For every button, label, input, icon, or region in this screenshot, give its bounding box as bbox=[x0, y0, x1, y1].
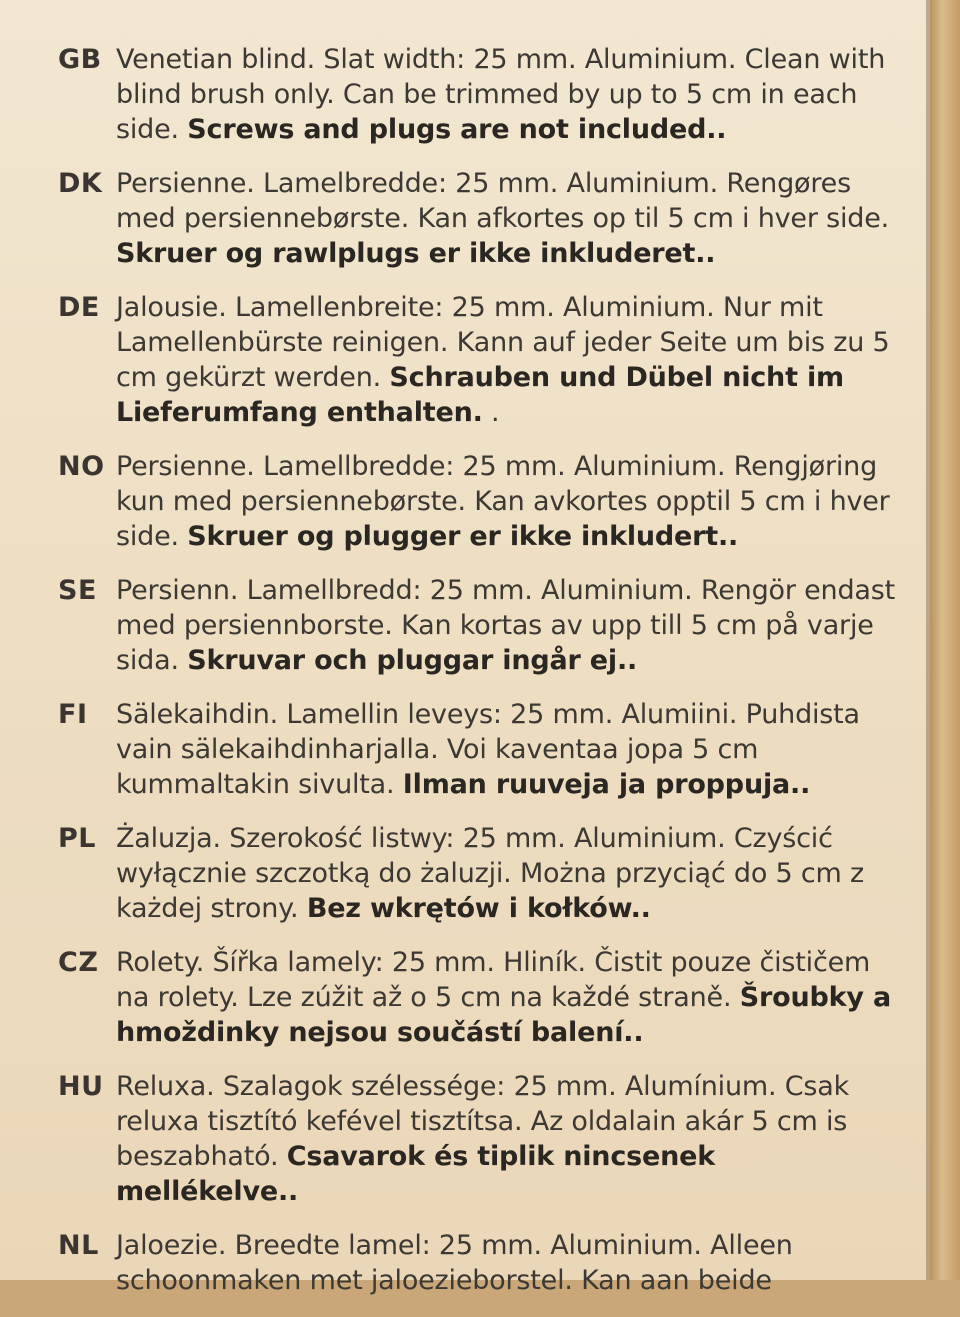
entry-text bbox=[116, 573, 900, 678]
entry-text bbox=[116, 290, 900, 430]
package-edge bbox=[930, 0, 960, 1280]
entry-note: Screws and plugs are not included.. bbox=[187, 114, 727, 145]
entry-description: Reluxa. Szalagok szélessége: 25 mm. Alumínium. Csak reluxa tisztító kefével tisztítsa. Az oldalain akár 5 cm is beszabható. bbox=[116, 1071, 850, 1172]
language-code: GB bbox=[58, 44, 102, 75]
language-code: NO bbox=[58, 451, 105, 482]
entry-note: Ilman ruuveja ja proppuja.. bbox=[402, 769, 811, 800]
entry-note: Csavarok és tiplik nincsenek mellékelve.. bbox=[116, 1141, 715, 1207]
entry-text bbox=[116, 449, 900, 554]
language-code: NL bbox=[58, 1230, 99, 1261]
entry-note: Bez wkrętów i kołków.. bbox=[306, 893, 651, 924]
entry-note: Šroubky a hmoždinky nejsou součástí balení.. bbox=[116, 982, 891, 1048]
entry-text bbox=[116, 1069, 900, 1209]
language-code: DE bbox=[58, 292, 100, 323]
entry-description: Persienne. Lamellbredde: 25 mm. Aluminium. Rengjøring kun med persiennebørste. Kan avkortes opptil 5 cm i hver side. bbox=[116, 451, 890, 552]
entry-note: Skruer og rawlplugs er ikke inkluderet.. bbox=[116, 238, 716, 269]
entry-description: Jalousie. Lamellenbreite: 25 mm. Aluminium. Nur mit Lamellenbürste reinigen. Kann auf jeder Seite um bis zu 5 cm gekürzt werden. bbox=[116, 292, 890, 393]
entry-description: Rolety. Šířka lamely: 25 mm. Hliník. Čistit pouze čističem na rolety. Lze zúžit až o 5 cm na každé straně. bbox=[116, 947, 871, 1013]
entry-description: Jaloezie. Breedte lamel: 25 mm. Aluminium. Alleen schoonmaken met jaloezieborstel. Kan aan beide bbox=[116, 1230, 793, 1296]
entry-no bbox=[58, 449, 900, 554]
entry-note: Skruer og plugger er ikke inkludert.. bbox=[187, 521, 739, 552]
entry-text bbox=[116, 1228, 900, 1298]
entry-description: Venetian blind. Slat width: 25 mm. Aluminium. Clean with blind brush only. Can be trimmed by up to 5 cm in each side. bbox=[116, 44, 886, 145]
entry-hu bbox=[58, 1069, 900, 1209]
multilingual-description-list bbox=[58, 42, 900, 1317]
language-code: CZ bbox=[58, 947, 99, 978]
entry-dk bbox=[58, 166, 900, 271]
entry-fi bbox=[58, 697, 900, 802]
language-code: FI bbox=[58, 699, 88, 730]
entry-text bbox=[116, 945, 900, 1050]
entry-text bbox=[116, 42, 900, 147]
entry-text bbox=[116, 821, 900, 926]
language-code: HU bbox=[58, 1071, 104, 1102]
entry-description: Sälekaihdin. Lamellin leveys: 25 mm. Alumiini. Puhdista vain sälekaihdinharjalla. Voi kaventaa jopa 5 cm kummaltakin sivulta. bbox=[116, 699, 860, 800]
entry-gb bbox=[58, 42, 900, 147]
entry-description: Persienn. Lamellbredd: 25 mm. Aluminium. Rengör endast med persiennborste. Kan kortas av upp till 5 cm på varje sida. bbox=[116, 575, 895, 676]
entry-text bbox=[116, 166, 900, 271]
language-code: DK bbox=[58, 168, 103, 199]
entry-nl bbox=[58, 1228, 900, 1298]
entry-text bbox=[116, 697, 900, 802]
entry-pl bbox=[58, 821, 900, 926]
language-code: SE bbox=[58, 575, 97, 606]
entry-trailing-mark: . bbox=[482, 397, 500, 428]
entry-note: Skruvar och pluggar ingår ej.. bbox=[187, 645, 638, 676]
entry-se bbox=[58, 573, 900, 678]
entry-note: Schrauben und Dübel nicht im Lieferumfang enthalten. bbox=[116, 362, 844, 428]
language-code: PL bbox=[58, 823, 96, 854]
entry-description: Żaluzja. Szerokość listwy: 25 mm. Aluminium. Czyścić wyłącznie szczotką do żaluzji. Można przyciąć do 5 cm z każdej strony. bbox=[116, 823, 864, 924]
entry-description: Persienne. Lamelbredde: 25 mm. Aluminium. Rengøres med persiennebørste. Kan afkortes op til 5 cm i hver side. bbox=[116, 168, 890, 234]
entry-cz bbox=[58, 945, 900, 1050]
entry-de bbox=[58, 290, 900, 430]
